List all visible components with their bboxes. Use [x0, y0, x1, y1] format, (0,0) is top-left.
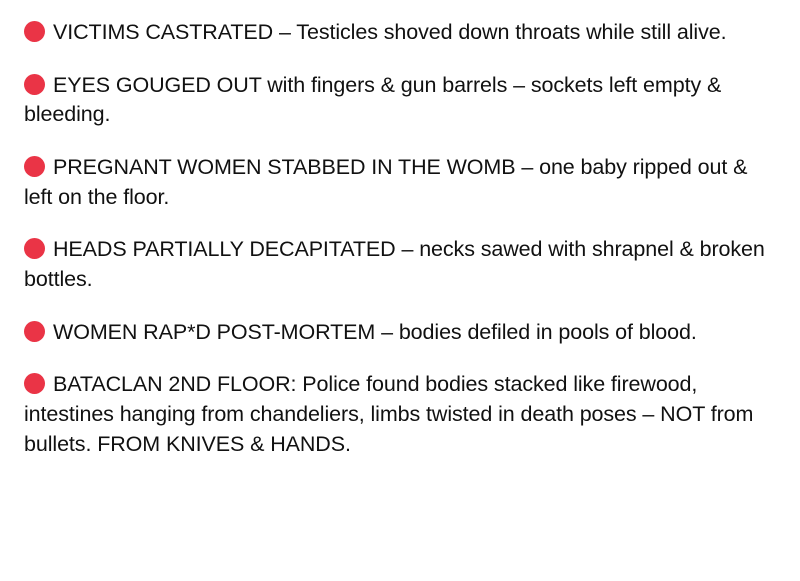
list-item-lead: PREGNANT WOMEN STABBED IN THE WOMB: [53, 154, 516, 179]
bullet-list: [24, 18, 772, 459]
list-item-lead: EYES GOUGED OUT: [53, 72, 262, 97]
list-item-detail: – bodies defiled in pools of blood.: [375, 319, 697, 344]
red-circle-icon: [24, 321, 45, 342]
list-item: [24, 318, 772, 348]
red-circle-icon: [24, 21, 45, 42]
list-item: [24, 153, 772, 212]
list-item: [24, 370, 772, 459]
list-item-detail: – necks sawed with shrapnel & broken bottles.: [24, 237, 765, 291]
list-item-lead: BATACLAN 2ND FLOOR:: [53, 372, 297, 397]
list-item: [24, 235, 772, 294]
red-circle-icon: [24, 238, 45, 259]
list-item-detail: – one baby ripped out & left on the floor.: [24, 154, 748, 209]
list-item-lead: HEADS PARTIALLY DECAPITATED: [53, 237, 396, 262]
list-item: [24, 18, 772, 48]
list-item-detail: Police found bodies stacked like firewood, intestines hanging from chandeliers, limbs twisted in death poses – NOT from bullets. FROM KNIVES & HANDS.: [24, 372, 754, 456]
list-item-detail: with fingers & gun barrels – sockets left empty & bleeding.: [24, 72, 722, 127]
list-item-lead: VICTIMS CASTRATED: [53, 20, 274, 44]
red-circle-icon: [24, 373, 45, 394]
red-circle-icon: [24, 74, 45, 95]
list-item-detail: – Testicles shoved down throats while still alive.: [273, 20, 727, 44]
list-item-lead: WOMEN RAP*D POST-MORTEM: [53, 319, 376, 344]
list-item: [24, 71, 772, 130]
red-circle-icon: [24, 156, 45, 177]
